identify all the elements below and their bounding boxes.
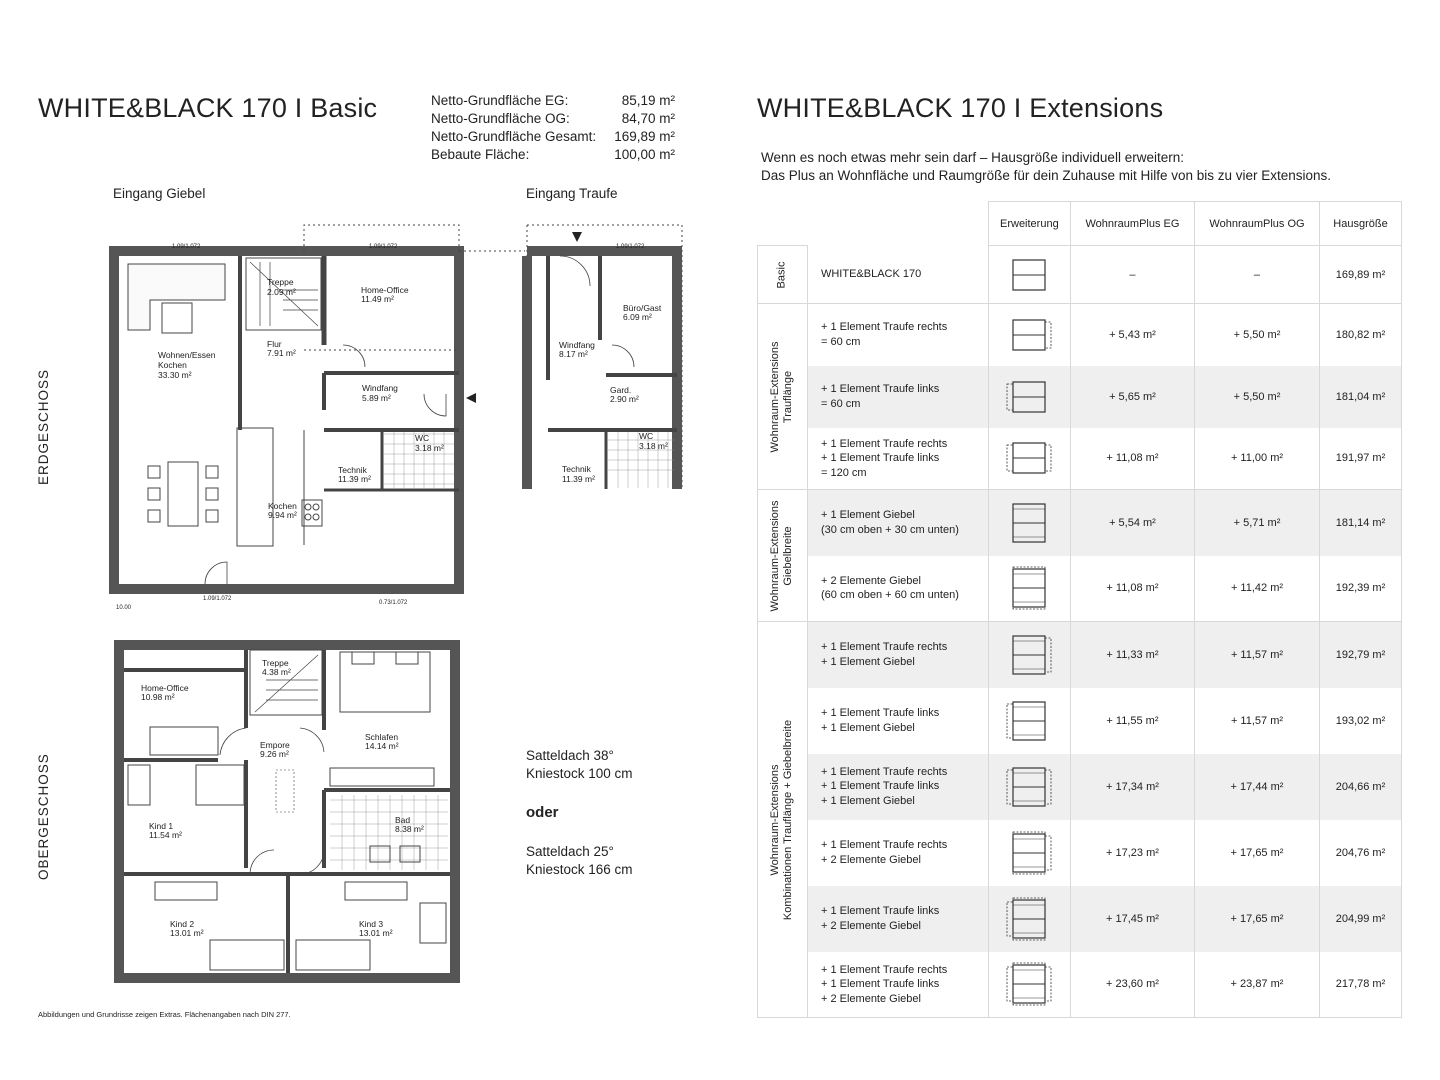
group-label-line: Wohnraum-Extensions <box>769 340 782 453</box>
row-description-line: WHITE&BLACK 170 <box>820 268 922 280</box>
row-icon-cell <box>988 428 1070 490</box>
stat-value: 169,89 m² <box>614 129 675 144</box>
row-size: 193,02 m² <box>1320 688 1402 754</box>
row-og: + 17,65 m² <box>1194 886 1319 952</box>
stat-value: 84,70 m² <box>621 111 675 126</box>
roof-a-line1: Satteldach 38° <box>526 748 614 763</box>
room-og-kind2-area: 13.01 m² <box>170 928 204 938</box>
row-eg: + 5,54 m² <box>1070 490 1194 556</box>
room-t-buero: Büro/Gast <box>623 303 662 313</box>
room-wohnen-2: Kochen <box>158 360 187 370</box>
col-erweiterung: Erweiterung <box>988 202 1070 246</box>
row-icon-cell <box>988 304 1070 366</box>
extension-icon <box>1001 498 1057 548</box>
row-eg: + 5,43 m² <box>1070 304 1194 366</box>
row-description-line: = 60 cm <box>820 397 861 410</box>
dim-label: 10.00 <box>116 605 132 611</box>
dim-label: 1.09/1.072 <box>616 244 645 250</box>
room-flur-area: 7.91 m² <box>267 348 296 358</box>
extension-icon <box>1001 828 1057 878</box>
room-wc: WC <box>415 433 430 443</box>
room-og-empore: Empore <box>260 740 290 750</box>
room-wc-area: 3.18 m² <box>415 443 444 453</box>
row-description-line: + 1 Element Traufe links <box>820 383 940 395</box>
room-og-homeoffice: Home-Office <box>141 683 189 693</box>
row-eg: + 17,34 m² <box>1070 754 1194 820</box>
row-icon-cell <box>988 820 1070 886</box>
row-icon-cell <box>988 490 1070 556</box>
entrance-eaves-label: Eingang Traufe <box>526 186 618 201</box>
room-t-gard: Gard. <box>610 385 632 395</box>
room-homeoffice: Home-Office <box>361 285 409 295</box>
room-og-treppe: Treppe <box>262 658 289 668</box>
ground-floor-label: ERDGESCHOSS <box>36 368 51 485</box>
row-description-line: + 1 Element Traufe rechts <box>820 321 948 334</box>
header-empty <box>758 202 808 246</box>
row-eg: – <box>1070 246 1194 304</box>
room-t-technik: Technik <box>562 464 591 474</box>
room-t-gard-area: 2.90 m² <box>610 394 639 404</box>
footnote: Abbildungen und Grundrisse zeigen Extras. Flächenangaben nach DIN 277. <box>38 1010 291 1019</box>
row-description-line: + 1 Element Traufe rechts <box>820 839 948 851</box>
row-eg: + 11,08 m² <box>1070 428 1194 490</box>
stat-value: 100,00 m² <box>614 147 675 162</box>
room-wohnen: Wohnen/Essen <box>158 350 216 360</box>
extension-icon <box>1001 762 1057 812</box>
row-description <box>807 304 988 366</box>
dim-label: 1.09/1.072 <box>172 244 201 250</box>
room-og-schlafen: Schlafen <box>365 732 399 742</box>
row-description-line: + 1 Element Giebel <box>820 655 915 668</box>
row-description <box>807 622 988 688</box>
room-og-bad: Bad <box>395 815 411 825</box>
row-og: + 5,50 m² <box>1194 304 1319 366</box>
table-row <box>758 304 1402 366</box>
group-label <box>758 490 808 622</box>
row-size: 204,66 m² <box>1320 754 1402 820</box>
roof-b-line1: Satteldach 25° <box>526 844 614 859</box>
row-icon-cell <box>988 886 1070 952</box>
row-eg: + 11,33 m² <box>1070 622 1194 688</box>
row-og: + 23,87 m² <box>1194 952 1319 1018</box>
row-description <box>807 246 988 304</box>
row-icon-cell <box>988 688 1070 754</box>
room-og-treppe-area: 4.38 m² <box>262 667 291 677</box>
room-wohnen-area: 33.30 m² <box>158 370 192 380</box>
row-description-line: + 1 Element Traufe links <box>820 707 940 719</box>
col-size: Hausgröße <box>1320 202 1402 246</box>
row-description <box>807 952 988 1018</box>
row-size: 204,76 m² <box>1320 820 1402 886</box>
row-description-line: (60 cm oben + 60 cm unten) <box>820 589 959 602</box>
row-eg: + 17,23 m² <box>1070 820 1194 886</box>
room-t-wc: WC <box>639 431 654 441</box>
intro-text <box>761 149 1331 185</box>
row-eg: + 23,60 m² <box>1070 952 1194 1018</box>
row-description-line: (30 cm oben + 30 cm unten) <box>820 523 959 536</box>
row-description-line: + 2 Elemente Giebel <box>820 853 921 866</box>
room-flur: Flur <box>267 339 282 349</box>
stat-label: Netto-Grundfläche Gesamt: <box>431 129 597 144</box>
room-kochen-area: 9.94 m² <box>268 510 297 520</box>
row-icon-cell <box>988 556 1070 622</box>
extension-icon <box>1001 894 1057 944</box>
row-og: + 11,57 m² <box>1194 622 1319 688</box>
room-og-kind1-area: 11.54 m² <box>149 830 182 840</box>
table-row <box>758 246 1402 304</box>
table-header-row <box>758 202 1402 246</box>
stat-label: Bebaute Fläche: <box>431 147 530 162</box>
row-eg: + 11,08 m² <box>1070 556 1194 622</box>
extension-icon <box>1001 310 1057 360</box>
row-description-line: + 2 Elemente Giebel <box>820 574 921 587</box>
row-description-line: + 1 Element Giebel <box>820 721 915 734</box>
room-treppe-area: 2.09 m² <box>267 287 296 297</box>
row-description <box>807 490 988 556</box>
basic-title: WHITE&BLACK 170 I Basic <box>38 93 378 123</box>
table-row <box>758 428 1402 490</box>
row-size: 217,78 m² <box>1320 952 1402 1018</box>
extensions-title: WHITE&BLACK 170 I Extensions <box>757 93 1164 123</box>
room-og-bad-area: 8.38 m² <box>395 824 424 834</box>
roof-option-a <box>526 747 633 783</box>
table-row <box>758 886 1402 952</box>
room-t-buero-area: 6.09 m² <box>623 312 652 322</box>
row-og: + 17,65 m² <box>1194 820 1319 886</box>
room-og-schlafen-area: 14.14 m² <box>365 741 399 751</box>
row-description-line: + 1 Element Traufe links <box>820 905 940 917</box>
row-icon-cell <box>988 366 1070 428</box>
group-label <box>758 246 808 304</box>
row-eg: + 17,45 m² <box>1070 886 1194 952</box>
stat-label: Netto-Grundfläche OG: <box>431 111 570 126</box>
row-icon-cell <box>988 952 1070 1018</box>
table-row <box>758 556 1402 622</box>
extension-icon <box>1001 959 1057 1009</box>
extensions-table <box>757 201 1402 1018</box>
table-row <box>758 622 1402 688</box>
room-og-empore-area: 9.26 m² <box>260 749 289 759</box>
row-description-line: + 2 Elemente Giebel <box>820 919 921 932</box>
table-row <box>758 490 1402 556</box>
intro-line2: Das Plus an Wohnfläche und Raumgröße für dein Zuhause mit Hilfe von bis zu vier Extensions. <box>761 168 1332 183</box>
group-label-line: Wohnraum-Extensions <box>769 499 782 612</box>
col-eg: WohnraumPlus EG <box>1070 202 1194 246</box>
room-t-wc-area: 3.18 m² <box>639 441 668 451</box>
row-og: + 11,57 m² <box>1194 688 1319 754</box>
row-og: + 11,42 m² <box>1194 556 1319 622</box>
room-kochen: Kochen <box>268 501 297 511</box>
room-technik: Technik <box>338 465 367 475</box>
row-description-line: = 60 cm <box>820 335 861 348</box>
room-windfang: Windfang <box>362 383 398 393</box>
roof-a-line2: Kniestock 100 cm <box>526 766 633 781</box>
group-label-line: Basic <box>775 261 788 288</box>
row-description <box>807 886 988 952</box>
row-icon-cell <box>988 622 1070 688</box>
group-label-line: Kombinationen Trauflänge + Giebelbreite <box>782 719 795 920</box>
table-row <box>758 820 1402 886</box>
table-row <box>758 366 1402 428</box>
row-og: + 11,00 m² <box>1194 428 1319 490</box>
row-description-line: + 1 Element Traufe links <box>820 978 940 990</box>
row-description <box>807 366 988 428</box>
intro-line1: Wenn es noch etwas mehr sein darf – Hausgröße individuell erweitern: <box>761 150 1184 165</box>
extension-icon <box>1001 630 1057 680</box>
row-size: 181,04 m² <box>1320 366 1402 428</box>
row-size: 192,79 m² <box>1320 622 1402 688</box>
row-size: 204,99 m² <box>1320 886 1402 952</box>
table-row <box>758 688 1402 754</box>
row-description-line: + 1 Element Traufe rechts <box>820 765 948 778</box>
row-og: + 17,44 m² <box>1194 754 1319 820</box>
group-label <box>758 304 808 490</box>
extension-icon <box>1001 696 1057 746</box>
roof-b-line2: Kniestock 166 cm <box>526 862 633 877</box>
row-description <box>807 688 988 754</box>
row-size: 180,82 m² <box>1320 304 1402 366</box>
room-t-technik-area: 11.39 m² <box>562 474 595 484</box>
room-og-kind2: Kind 2 <box>170 919 195 929</box>
col-og: WohnraumPlus OG <box>1194 202 1319 246</box>
header-empty <box>807 202 988 246</box>
room-t-windfang: Windfang <box>559 340 595 350</box>
room-og-homeoffice-area: 10.98 m² <box>141 692 175 702</box>
extension-icon <box>1001 563 1057 613</box>
room-og-kind3-area: 13.01 m² <box>359 928 393 938</box>
row-description-line: + 2 Elemente Giebel <box>820 992 921 1005</box>
eg-plan <box>114 225 525 589</box>
table-row <box>758 952 1402 1018</box>
table-row <box>758 754 1402 820</box>
row-description-line: + 1 Element Traufe rechts <box>820 437 948 450</box>
row-description-line: + 1 Element Traufe links <box>820 780 940 793</box>
stat-value: 85,19 m² <box>621 93 675 108</box>
row-description-line: + 1 Element Traufe rechts <box>820 963 948 976</box>
row-description-line: + 1 Element Giebel <box>820 794 915 807</box>
row-description-line: + 1 Element Giebel <box>820 509 915 522</box>
dim-label: 1.09/1.072 <box>203 596 232 602</box>
group-label-line: Giebelbreite <box>782 525 795 586</box>
group-label-line: Trauflänge <box>782 370 795 423</box>
extension-icon <box>1001 250 1057 300</box>
row-og: – <box>1194 246 1319 304</box>
row-description <box>807 754 988 820</box>
row-icon-cell <box>988 754 1070 820</box>
row-og: + 5,50 m² <box>1194 366 1319 428</box>
group-label <box>758 622 808 1018</box>
row-size: 169,89 m² <box>1320 246 1402 304</box>
room-og-kind3: Kind 3 <box>359 919 384 929</box>
row-description-line: + 1 Element Traufe links <box>820 452 940 464</box>
room-treppe: Treppe <box>267 277 294 287</box>
stat-label: Netto-Grundfläche EG: <box>431 93 569 108</box>
roof-option-b <box>526 843 633 879</box>
room-homeoffice-area: 11.49 m² <box>361 294 394 304</box>
group-label-line: Wohnraum-Extensions <box>769 763 782 876</box>
row-description <box>807 428 988 490</box>
row-size: 192,39 m² <box>1320 556 1402 622</box>
upper-floor-label: OBERGESCHOSS <box>36 753 51 880</box>
row-size: 191,97 m² <box>1320 428 1402 490</box>
room-technik-area: 11.39 m² <box>338 474 371 484</box>
room-og-kind1: Kind 1 <box>149 821 174 831</box>
row-eg: + 5,65 m² <box>1070 366 1194 428</box>
roof-or: oder <box>526 804 559 821</box>
row-og: + 5,71 m² <box>1194 490 1319 556</box>
row-description <box>807 820 988 886</box>
dim-label: 1.09/1.072 <box>369 244 398 250</box>
row-eg: + 11,55 m² <box>1070 688 1194 754</box>
room-windfang-area: 5.89 m² <box>362 393 391 403</box>
extension-icon <box>1001 372 1057 422</box>
extension-icon <box>1001 433 1057 483</box>
row-description-line: = 120 cm <box>820 466 867 479</box>
row-size: 181,14 m² <box>1320 490 1402 556</box>
row-icon-cell <box>988 246 1070 304</box>
entrance-gable-label: Eingang Giebel <box>113 186 206 201</box>
row-description <box>807 556 988 622</box>
dim-label: 0.73/1.072 <box>379 600 408 606</box>
row-description-line: + 1 Element Traufe rechts <box>820 641 948 654</box>
room-t-windfang-area: 8.17 m² <box>559 349 588 359</box>
